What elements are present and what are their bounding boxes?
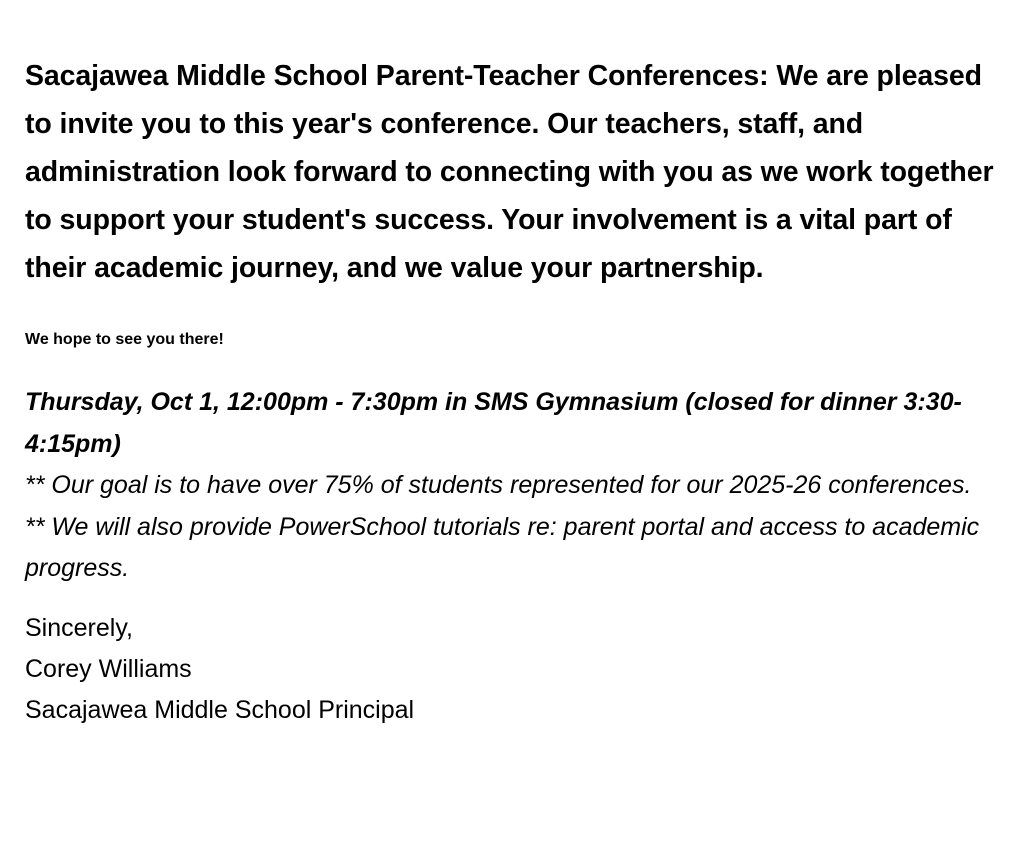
- event-block: [25, 382, 994, 590]
- signature-block: [25, 608, 994, 731]
- signer-name: Corey Williams: [25, 654, 192, 683]
- intro-paragraph: Sacajawea Middle School Parent-Teacher Conferences: We are pleased to invite you to this year's conference. Our teachers, staff, and administration look forward to connecting with you as we work together to support your student's success. Your involvement is a vital part of their academic journey, and we value your partnership.: [25, 60, 994, 284]
- event-details: Thursday, Oct 1, 12:00pm - 7:30pm in SMS Gymnasium (closed for dinner 3:30-4:15pm): [25, 388, 962, 458]
- salutation: Sincerely,: [25, 613, 133, 642]
- signer-title: Sacajawea Middle School Principal: [25, 695, 415, 724]
- goal-note: ** Our goal is to have over 75% of students represented for our 2025-26 conferences.: [25, 471, 972, 499]
- hope-line: We hope to see you there!: [25, 331, 224, 348]
- tutorial-note: ** We will also provide PowerSchool tutorials re: parent portal and access to academic progress.: [25, 512, 980, 582]
